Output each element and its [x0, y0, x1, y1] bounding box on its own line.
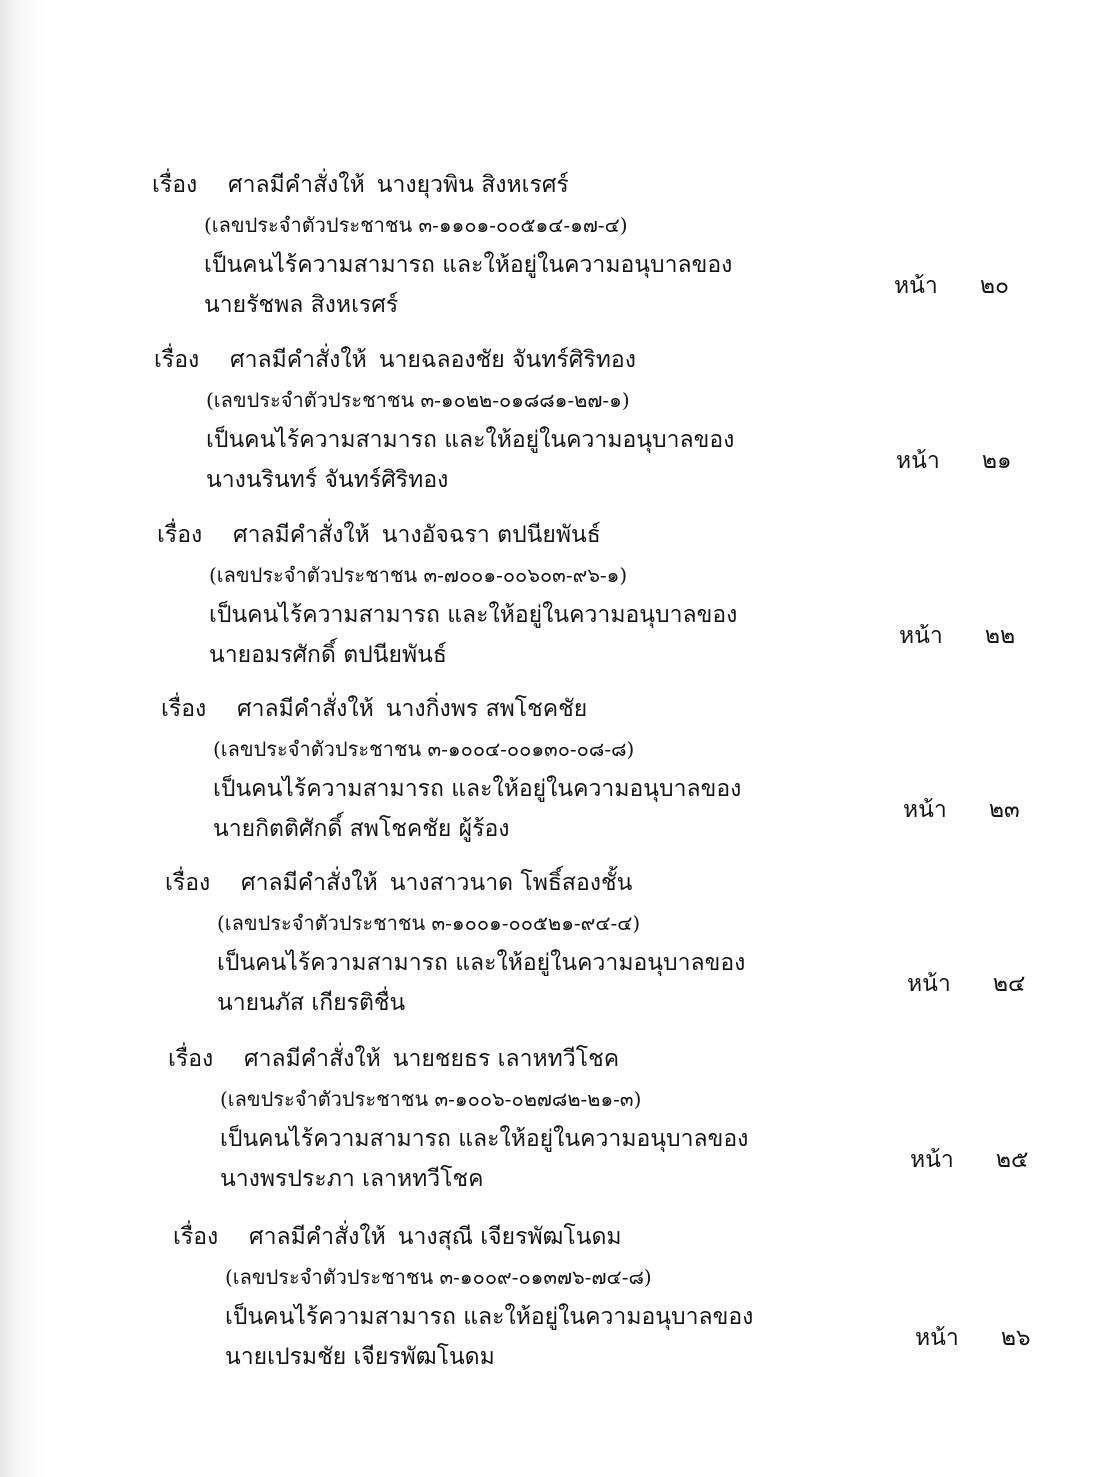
entry-keyword: เรื่อง [161, 696, 207, 722]
order-text: ศาลมีคำสั่งให้ [249, 1224, 386, 1250]
notice-entry [152, 170, 1052, 330]
notice-entry [168, 1044, 1068, 1204]
notice-entry [173, 1222, 1073, 1382]
scan-edge-shading [0, 0, 46, 1477]
entry-order-line [233, 520, 601, 550]
guardian-name: นายนภัส เกียรติชื่น [217, 990, 406, 1016]
page-reference [896, 446, 1012, 476]
order-description: เป็นคนไร้ความสามารถ และให้อยู่ในความอนุบาลของ [225, 1304, 754, 1330]
page-label: หน้า [910, 1147, 954, 1173]
subject-name: นางอัจฉรา ตปนียพันธ์ [381, 522, 601, 548]
subject-name: นางยุวพิน สิงหเรศร์ [376, 172, 569, 198]
guardian-name: นายกิตติศักดิ์ สพโชคชัย ผู้ร้อง [213, 816, 510, 842]
page-number: ๒๖ [1000, 1325, 1031, 1351]
citizen-id-line: (เลขประจำตัวประชาชน ๓-๑๐๐๔-๐๐๑๓๐-๐๘-๘) [213, 737, 635, 761]
entry-keyword: เรื่อง [152, 172, 198, 198]
guardian-name: นางพรประภา เลาหทวีโชค [220, 1166, 484, 1192]
guardian-name: นายอมรศักดิ์ ตปนียพันธ์ [209, 642, 447, 668]
order-text: ศาลมีคำสั่งให้ [237, 696, 374, 722]
notice-entry [161, 694, 1061, 854]
citizen-id-line: (เลขประจำตัวประชาชน ๓-๗๐๐๑-๐๐๖๐๓-๙๖-๑) [209, 563, 628, 587]
page-label: หน้า [894, 273, 938, 299]
entry-order-line [241, 868, 632, 898]
order-text: ศาลมีคำสั่งให้ [244, 1046, 381, 1072]
page-number: ๒๒ [984, 623, 1016, 649]
notice-entry [157, 520, 1057, 680]
order-description: เป็นคนไร้ความสามารถ และให้อยู่ในความอนุบาลของ [217, 950, 746, 976]
entry-keyword: เรื่อง [173, 1224, 219, 1250]
citizen-id-line: (เลขประจำตัวประชาชน ๓-๑๐๐๙-๐๑๓๗๖-๗๔-๘) [225, 1265, 652, 1289]
subject-name: นายฉลองชัย จันทร์ศิริทอง [378, 347, 636, 373]
citizen-id-line: (เลขประจำตัวประชาชน ๓-๑๑๐๑-๐๐๕๑๔-๑๗-๔) [204, 213, 628, 237]
order-description: เป็นคนไร้ความสามารถ และให้อยู่ในความอนุบาลของ [209, 602, 738, 628]
order-description: เป็นคนไร้ความสามารถ และให้อยู่ในความอนุบาลของ [220, 1126, 749, 1152]
entry-keyword: เรื่อง [165, 870, 211, 896]
page-label: หน้า [907, 971, 951, 997]
page-number: ๒๓ [988, 797, 1020, 823]
page-label: หน้า [903, 797, 947, 823]
order-text: ศาลมีคำสั่งให้ [241, 870, 378, 896]
notice-entry [165, 868, 1065, 1028]
subject-name: นายชยธร เลาหทวีโชค [392, 1046, 620, 1072]
order-text: ศาลมีคำสั่งให้ [230, 347, 367, 373]
entry-order-line [249, 1222, 622, 1252]
page-number: ๒๔ [992, 971, 1026, 997]
guardian-name: นางนรินทร์ จันทร์ศิริทอง [206, 467, 449, 493]
page-reference [907, 969, 1025, 999]
entry-order-line [244, 1044, 619, 1074]
guardian-name: นายรัชพล สิงหเรศร์ [204, 292, 399, 318]
guardian-name: นายเปรมชัย เจียรพัฒโนดม [225, 1344, 495, 1370]
page-label: หน้า [899, 623, 943, 649]
entry-keyword: เรื่อง [154, 347, 200, 373]
page-reference [899, 621, 1015, 651]
subject-name: นางกิ่งพร สพโชคชัย [385, 696, 588, 722]
entry-keyword: เรื่อง [168, 1046, 214, 1072]
notice-entry [154, 345, 1054, 505]
order-description: เป็นคนไร้ความสามารถ และให้อยู่ในความอนุบาลของ [213, 776, 742, 802]
order-description: เป็นคนไร้ความสามารถ และให้อยู่ในความอนุบาลของ [206, 427, 735, 453]
page-number: ๒๐ [979, 273, 1010, 299]
page-reference [915, 1323, 1031, 1353]
page-number: ๒๑ [981, 448, 1012, 474]
order-description: เป็นคนไร้ความสามารถ และให้อยู่ในความอนุบาลของ [204, 252, 733, 278]
order-text: ศาลมีคำสั่งให้ [228, 172, 365, 198]
page-reference [894, 271, 1009, 301]
citizen-id-line: (เลขประจำตัวประชาชน ๓-๑๐๐๖-๐๒๗๘๒-๒๑-๓) [220, 1087, 642, 1111]
citizen-id-line: (เลขประจำตัวประชาชน ๓-๑๐๐๑-๐๐๕๒๑-๙๔-๔) [217, 911, 641, 935]
citizen-id-line: (เลขประจำตัวประชาชน ๓-๑๐๒๒-๐๑๘๘๑-๒๗-๑) [206, 388, 630, 412]
order-text: ศาลมีคำสั่งให้ [233, 522, 370, 548]
subject-name: นางสาวนาด โพธิ์สองชั้น [389, 870, 633, 896]
subject-name: นางสุณี เจียรพัฒโนดม [397, 1224, 622, 1250]
page-label: หน้า [896, 448, 940, 474]
page-reference [910, 1145, 1028, 1175]
entry-order-line [228, 170, 569, 200]
entry-order-line [230, 345, 636, 375]
entry-order-line [237, 694, 587, 724]
entry-keyword: เรื่อง [157, 522, 203, 548]
page-reference [903, 795, 1020, 825]
page-number: ๒๕ [995, 1147, 1029, 1173]
page-label: หน้า [915, 1325, 959, 1351]
